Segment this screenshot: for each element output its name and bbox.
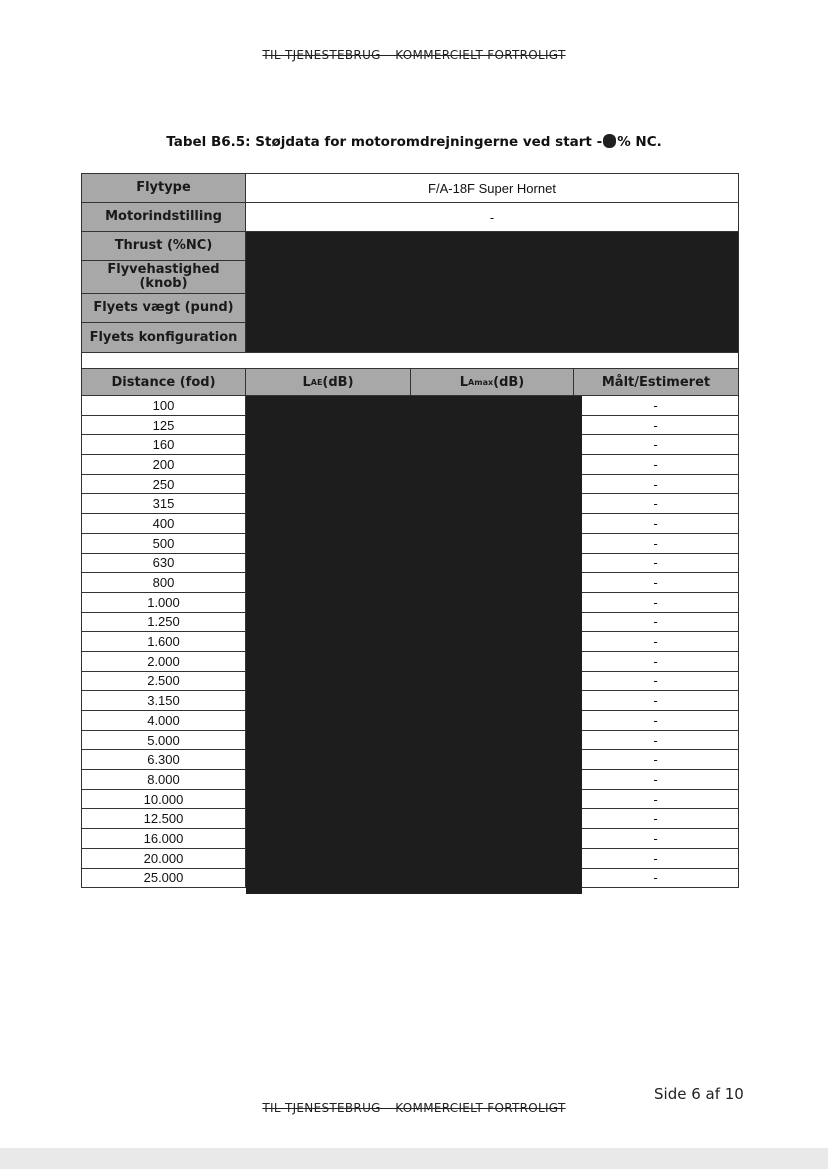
malt-estimeret-cell: - xyxy=(572,731,738,750)
table-title-prefix: Tabel B6.5: Støjdata for motoromdrejningerne ved start - xyxy=(166,134,603,150)
malt-estimeret-cell: - xyxy=(572,849,738,868)
distance-cell: 1.600 xyxy=(82,632,246,651)
malt-estimeret-cell: - xyxy=(572,869,738,888)
malt-estimeret-cell: - xyxy=(572,750,738,769)
label-flyets-vaegt: Flyets vægt (pund) xyxy=(82,294,246,322)
distance-cell: 10.000 xyxy=(82,790,246,809)
malt-estimeret-cell: - xyxy=(572,809,738,828)
footer-classification: TIL TJENESTEBRUG – KOMMERCIELT FORTROLIGT xyxy=(262,1101,566,1115)
malt-estimeret-cell: - xyxy=(572,593,738,612)
table-header xyxy=(82,369,738,396)
distance-cell: 1.000 xyxy=(82,593,246,612)
malt-estimeret-cell: - xyxy=(572,652,738,671)
malt-estimeret-cell: - xyxy=(572,672,738,691)
malt-estimeret-cell: - xyxy=(572,396,738,415)
header-classification: TIL TJENESTEBRUG – KOMMERCIELT FORTROLIGT xyxy=(262,48,566,62)
distance-cell: 16.000 xyxy=(82,829,246,848)
distance-cell: 315 xyxy=(82,494,246,513)
distance-cell: 5.000 xyxy=(82,731,246,750)
distance-cell: 800 xyxy=(82,573,246,592)
malt-estimeret-cell: - xyxy=(572,494,738,513)
distance-cell: 630 xyxy=(82,554,246,573)
label-flytype: Flytype xyxy=(82,174,246,202)
distance-cell: 25.000 xyxy=(82,869,246,888)
label-flyvehastighed: Flyvehastighed (knob) xyxy=(82,261,246,293)
distance-cell: 125 xyxy=(82,416,246,435)
malt-estimeret-cell: - xyxy=(572,416,738,435)
malt-estimeret-cell: - xyxy=(572,711,738,730)
malt-estimeret-cell: - xyxy=(572,475,738,494)
distance-cell: 6.300 xyxy=(82,750,246,769)
header-lamax-main: L xyxy=(459,374,469,390)
distance-cell: 3.150 xyxy=(82,691,246,710)
label-motorindstilling: Motorindstilling xyxy=(82,203,246,231)
value-motorindstilling: - xyxy=(489,209,495,225)
scan-edge xyxy=(0,1148,828,1169)
distance-cell: 2.500 xyxy=(82,672,246,691)
malt-estimeret-cell: - xyxy=(572,790,738,809)
distance-cell: 160 xyxy=(82,435,246,454)
header-distance: Distance (fod) xyxy=(82,369,246,395)
distance-cell: 20.000 xyxy=(82,849,246,868)
value-flytype: F/A-18F Super Hornet xyxy=(428,180,556,196)
malt-estimeret-cell: - xyxy=(572,613,738,632)
redaction-block xyxy=(246,396,582,894)
malt-estimeret-cell: - xyxy=(572,691,738,710)
header-malt-estimeret: Målt/Estimeret xyxy=(574,369,738,395)
header-lamax-sub: Amax xyxy=(468,377,494,387)
header-lae xyxy=(246,369,411,395)
distance-cell: 250 xyxy=(82,475,246,494)
header-lae-sub: AE xyxy=(310,377,323,387)
malt-estimeret-cell: - xyxy=(572,770,738,789)
distance-cell: 100 xyxy=(82,396,246,415)
malt-estimeret-cell: - xyxy=(572,632,738,651)
row-flytype xyxy=(82,174,738,203)
distance-cell: 500 xyxy=(82,534,246,553)
label-flyets-konfiguration: Flyets konfiguration xyxy=(82,323,246,352)
header-lamax xyxy=(411,369,574,395)
table-title xyxy=(0,134,828,150)
distance-cell: 4.000 xyxy=(82,711,246,730)
table-title-suffix: % NC. xyxy=(617,134,662,150)
page-number: Side 6 af 10 xyxy=(654,1085,744,1103)
row-motorindstilling xyxy=(82,203,738,232)
redaction-block xyxy=(246,232,738,352)
distance-cell: 12.500 xyxy=(82,809,246,828)
header-lae-unit: (dB) xyxy=(322,374,354,390)
distance-cell: 1.250 xyxy=(82,613,246,632)
malt-estimeret-cell: - xyxy=(572,435,738,454)
header-lamax-unit: (dB) xyxy=(493,374,525,390)
malt-estimeret-cell: - xyxy=(572,554,738,573)
table-spacer xyxy=(82,353,738,368)
redaction-block xyxy=(603,134,616,148)
header-lae-main: L xyxy=(302,374,311,390)
distance-cell: 2.000 xyxy=(82,652,246,671)
distance-cell: 200 xyxy=(82,455,246,474)
malt-estimeret-cell: - xyxy=(572,455,738,474)
distance-cell: 8.000 xyxy=(82,770,246,789)
malt-estimeret-cell: - xyxy=(572,534,738,553)
distance-cell: 400 xyxy=(82,514,246,533)
malt-estimeret-cell: - xyxy=(572,829,738,848)
label-thrust: Thrust (%NC) xyxy=(82,232,246,260)
aircraft-info-table xyxy=(81,173,739,369)
malt-estimeret-cell: - xyxy=(572,573,738,592)
noise-data-table xyxy=(81,368,739,888)
malt-estimeret-cell: - xyxy=(572,514,738,533)
